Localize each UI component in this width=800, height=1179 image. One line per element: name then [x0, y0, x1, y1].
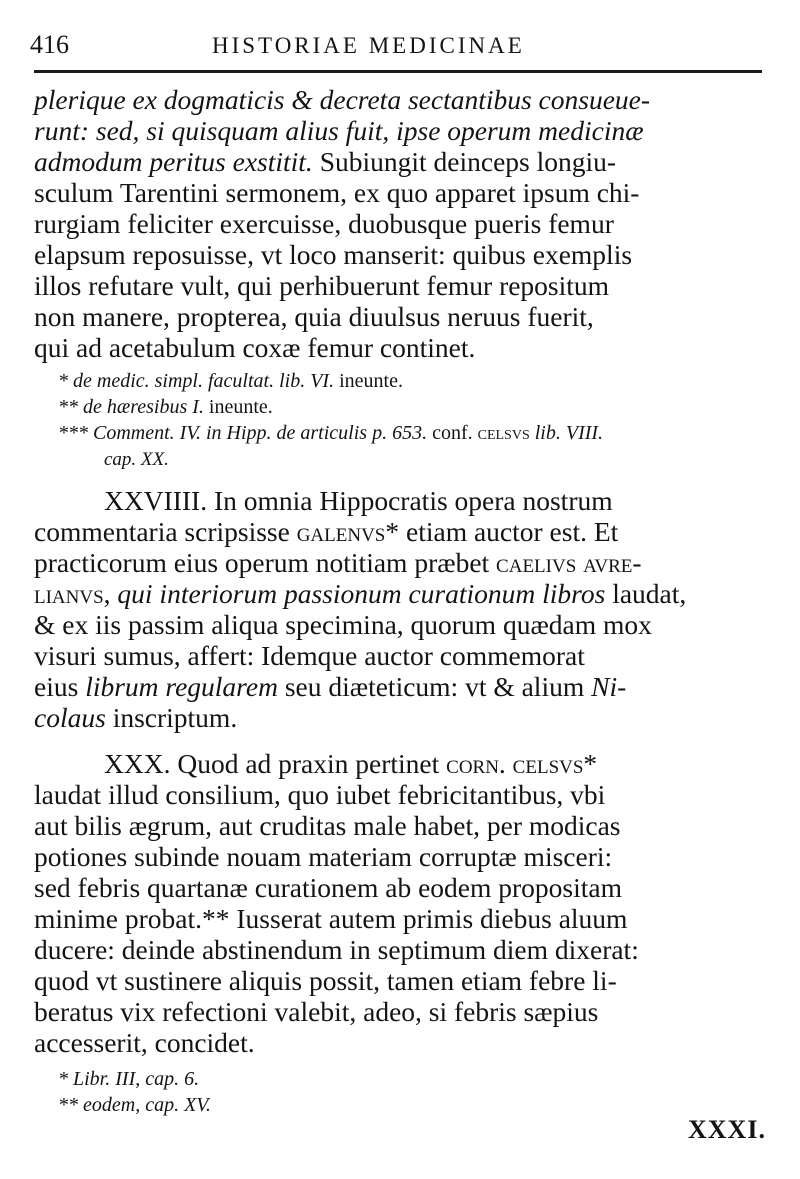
- text-span: lib. VIII.: [529, 422, 604, 444]
- text-line: accesserit, concidet.: [34, 1027, 255, 1058]
- text-line: & ex iis passim aliqua specimina, quorum quædam mox: [34, 609, 652, 640]
- page-number: 416: [30, 30, 69, 59]
- italic-span: colaus: [34, 702, 106, 733]
- italic-span: qui interiorum passionum curationum libros: [110, 578, 606, 609]
- author-name: corn. celsvs: [446, 748, 584, 779]
- text-span: Subiungit deinceps longiu-: [312, 146, 617, 177]
- text-span: commentaria scripsisse: [34, 516, 297, 547]
- author-name: celsvs: [477, 422, 530, 444]
- text-line: [34, 146, 616, 178]
- text-line: beratus vix refectioni valebit, adeo, si febris sæpius: [34, 996, 599, 1027]
- text-span: inscriptum.: [105, 702, 238, 733]
- text-line: [34, 702, 237, 734]
- text-line: sed febris quartanæ curationem ab eodem propositam: [34, 872, 623, 903]
- italic-span: librum regularem: [85, 671, 278, 702]
- text-line: aut bilis ægrum, aut cruditas male habet, per modicas: [34, 810, 621, 841]
- text-line: runt: sed, si quisquam alius fuit, ipse operum medicinæ: [34, 115, 644, 146]
- text-line: ducere: deinde abstinendum in septimum diem dixerat:: [34, 934, 639, 965]
- running-title: HISTORIAE MEDICINAE: [212, 33, 525, 58]
- footnote-line: cap. XX.: [104, 449, 169, 470]
- text-span: * etiam auctor est. Et: [385, 516, 619, 547]
- text-line: sculum Tarentini sermonem, ex quo apparet ipsum chi-: [34, 177, 640, 208]
- text-span: eius: [34, 671, 86, 702]
- footnote-ref: * de medic. simpl. facultat. lib. VI.: [58, 370, 335, 392]
- text-line: quod vt sustinere aliquis possit, tamen etiam febre li-: [34, 965, 617, 996]
- text-span: laudat,: [605, 578, 687, 609]
- text-line: [34, 547, 642, 579]
- text-span: *: [583, 748, 598, 779]
- text-line: minime probat.** Iusserat autem primis diebus aluum: [34, 903, 628, 934]
- author-name: caelivs avre-: [496, 547, 642, 578]
- text-span: seu diæteticum: vt & alium: [277, 671, 592, 702]
- text-line: visuri sumus, affert: Idemque auctor commemorat: [34, 640, 585, 671]
- footnote-line: * Libr. III, cap. 6.: [58, 1068, 200, 1090]
- italic-span: admodum peritus exstitit.: [34, 146, 313, 177]
- text-line: qui ad acetabulum coxæ femur continet.: [34, 332, 476, 363]
- footnote-line: ** eodem, cap. XV.: [58, 1094, 211, 1116]
- text-line: rurgiam feliciter exercuisse, duobusque pueris femur: [34, 208, 614, 239]
- text-line: laudat illud consilium, quo iubet febricitantibus, vbi: [34, 779, 606, 810]
- footnote-line: [58, 368, 403, 394]
- header-rule: [34, 70, 762, 73]
- text-span: ineunte.: [203, 396, 273, 418]
- text-line: elapsum reposuisse, vt loco manserit: quibus exemplis: [34, 239, 633, 270]
- text-line: [34, 671, 626, 703]
- footnote-ref: ** de hæresibus I.: [58, 396, 204, 418]
- page-header: [0, 0, 800, 80]
- text-span: conf.: [427, 422, 478, 444]
- footnote-line: [58, 420, 603, 446]
- text-line: non manere, propterea, quia diuulsus neruus fuerit,: [34, 301, 594, 332]
- text-span: practicorum eius operum notitiam præbet: [34, 547, 497, 578]
- author-name: lianvs,: [34, 578, 111, 609]
- italic-span: Ni-: [591, 671, 627, 702]
- text-line: [34, 578, 686, 610]
- footnote-line: [58, 394, 273, 420]
- text-line: plerique ex dogmaticis & decreta sectantibus consueue-: [34, 84, 651, 115]
- footnote-ref: *** Comment. IV. in Hipp. de articulis p. 653.: [58, 422, 428, 444]
- text-span: XXX. Quod ad praxin pertinet: [104, 748, 447, 779]
- text-line: potiones subinde nouam materiam corruptæ misceri:: [34, 841, 613, 872]
- text-line: [34, 516, 618, 548]
- text-span: ineunte.: [334, 370, 403, 392]
- author-name: galenvs: [296, 516, 386, 547]
- text-line: [104, 748, 597, 780]
- text-line: illos refutare vult, qui perhibuerunt femur repositum: [34, 270, 610, 301]
- text-line: XXVIIII. In omnia Hippocratis opera nostrum: [104, 485, 613, 516]
- catchword: XXXI.: [688, 1115, 766, 1144]
